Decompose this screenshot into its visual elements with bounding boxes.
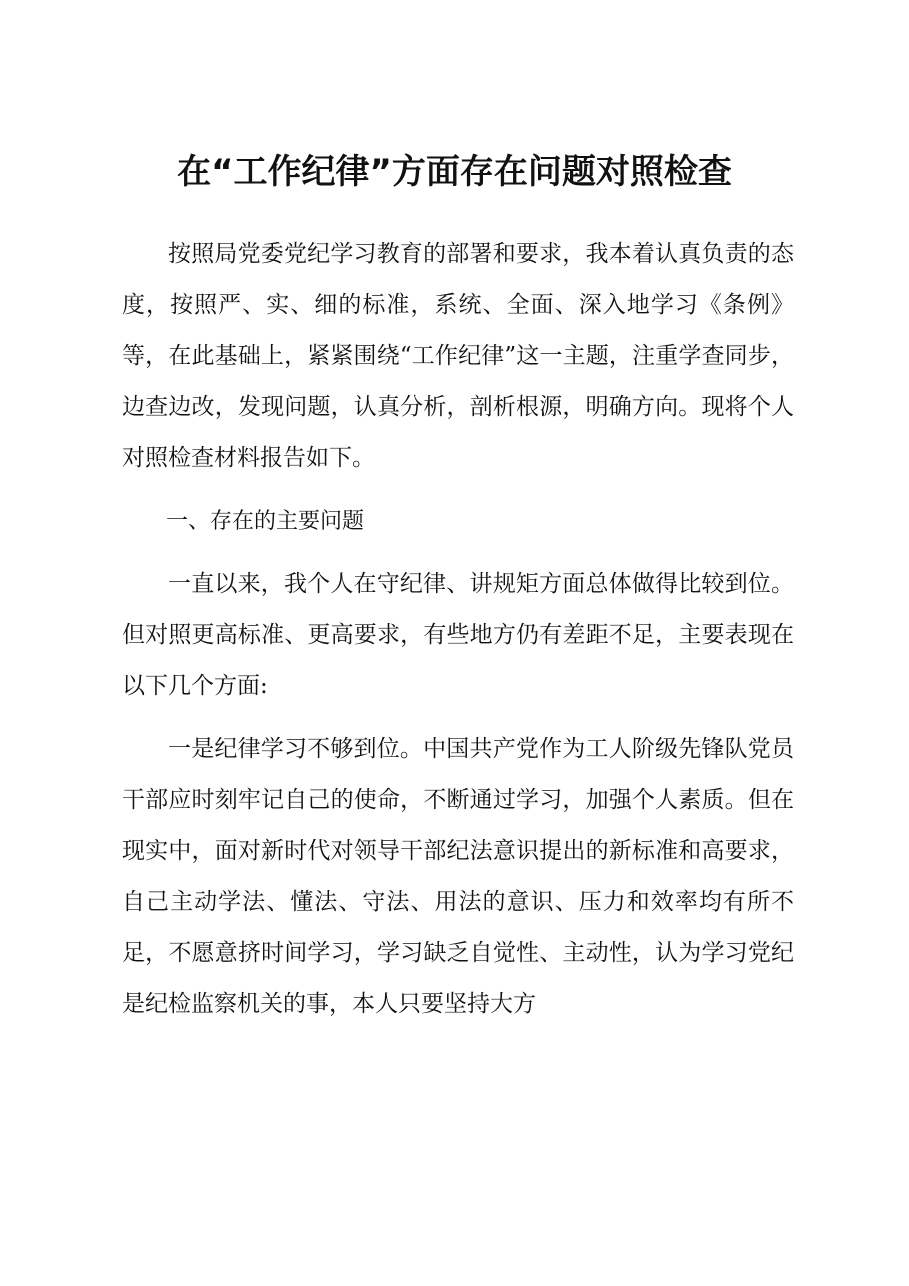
document-title: 在“工作纪律”方面存在问题对照检查 [177, 152, 732, 192]
section-heading-main-problems: 一、存在的主要问题 [166, 509, 365, 534]
document-body [122, 229, 794, 1042]
paragraph-point-one: 一是纪律学习不够到位。中国共产党作为工人阶级先锋队党员干部应时刻牢记自己的使命，不断通过学习，加强个人素质。但在现实中，面对新时代对领导干部纪法意识提出的新标准和高要求，自己主动学法、懂法、守法、用法的意识、压力和效率均有所不足，不愿意挤时间学习，学习缺乏自觉性、主动性，认为学习党纪是纪检监察机关的事，本人只要坚持大方 [122, 736, 794, 1017]
paragraph-overview: 一直以来，我个人在守纪律、讲规矩方面总体做得比较到位。但对照更高标准、更高要求，有些地方仍有差距不足，主要表现在以下几个方面: [122, 571, 794, 699]
paragraph-intro: 按照局党委党纪学习教育的部署和要求，我本着认真负责的态度，按照严、实、细的标准，系统、全面、深入地学习《条例》等，在此基础上，紧紧围绕“工作纪律”这一主题，注重学查同步，边查边改，发现问题，认真分析，剖析根源，明确方向。现将个人对照检查材料报告如下。 [122, 241, 794, 471]
